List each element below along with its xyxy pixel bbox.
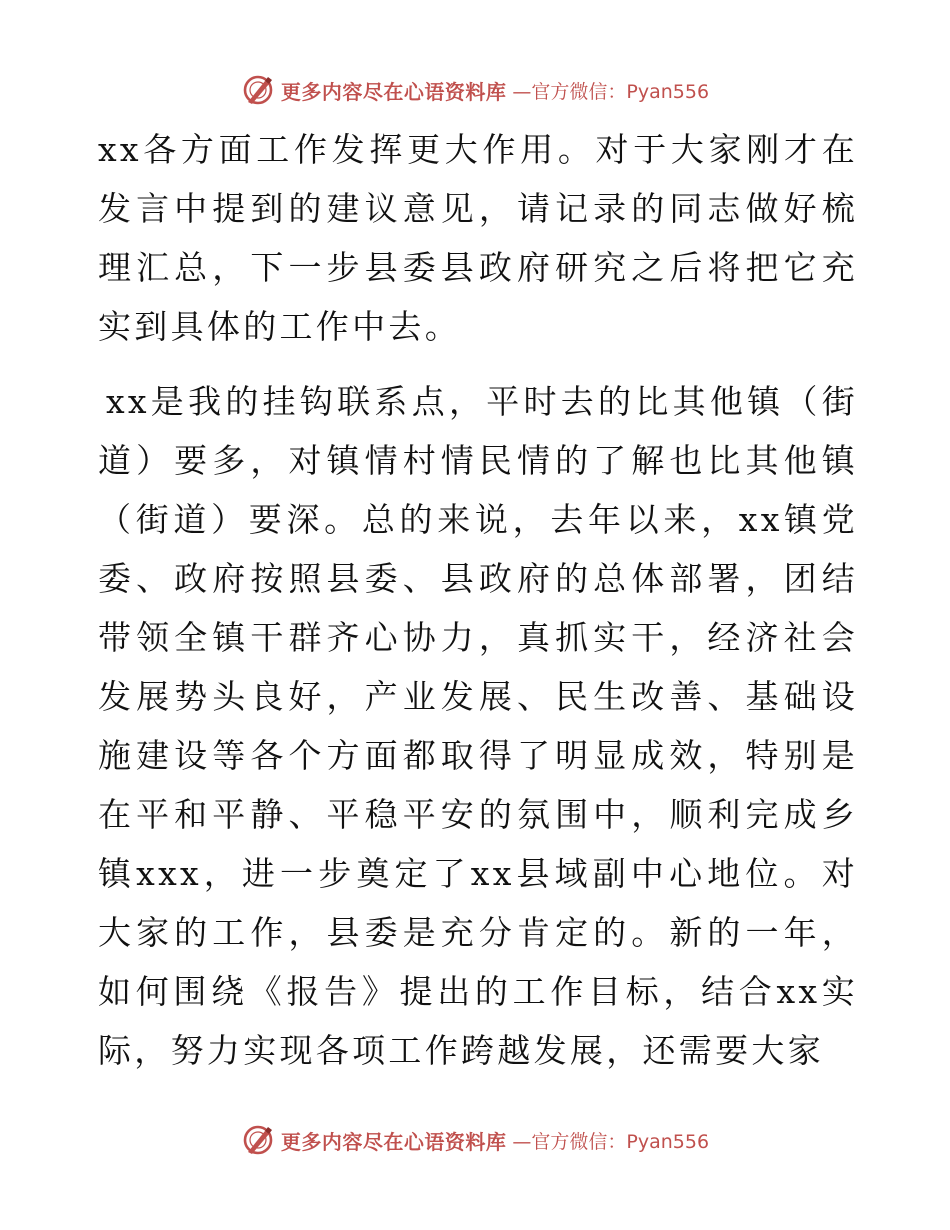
footer-site-text: 更多内容尽在心语资料库 — [280, 1129, 507, 1154]
footer-banner — [0, 1120, 950, 1160]
pen-circle-logo-icon — [241, 1123, 275, 1157]
header-site-text: 更多内容尽在心语资料库 — [280, 79, 507, 104]
footer-contact-text: —官方微信：Pyan556 — [512, 1130, 710, 1153]
header-contact-text: —官方微信：Pyan556 — [512, 80, 710, 103]
header-banner — [0, 70, 950, 110]
document-body — [98, 120, 858, 1080]
paragraph-2: xx是我的挂钩联系点，平时去的比其他镇（街道）要多，对镇情村情民情的了解也比其他镇（街道）要深。总的来说，去年以来，xx镇党委、政府按照县委、县政府的总体部署，团结带领全镇干群齐心协力，真抓实干，经济社会发展势头良好，产业发展、民生改善、基础设施建设等各个方面都取得了明显成效，特别是在平和平静、平稳平安的氛围中，顺利完成乡镇xxx，进一步奠定了xx县域副中心地位。对大家的工作，县委是充分肯定的。新的一年，如何围绕《报告》提出的工作目标，结合xx实际，努力实现各项工作跨越发展，还需要大家 — [98, 382, 858, 1070]
pen-circle-logo-icon — [241, 73, 275, 107]
paragraph-1: xx各方面工作发挥更大作用。对于大家刚才在发言中提到的建议意见，请记录的同志做好梳理汇总，下一步县委县政府研究之后将把它充实到具体的工作中去。 — [98, 130, 858, 346]
